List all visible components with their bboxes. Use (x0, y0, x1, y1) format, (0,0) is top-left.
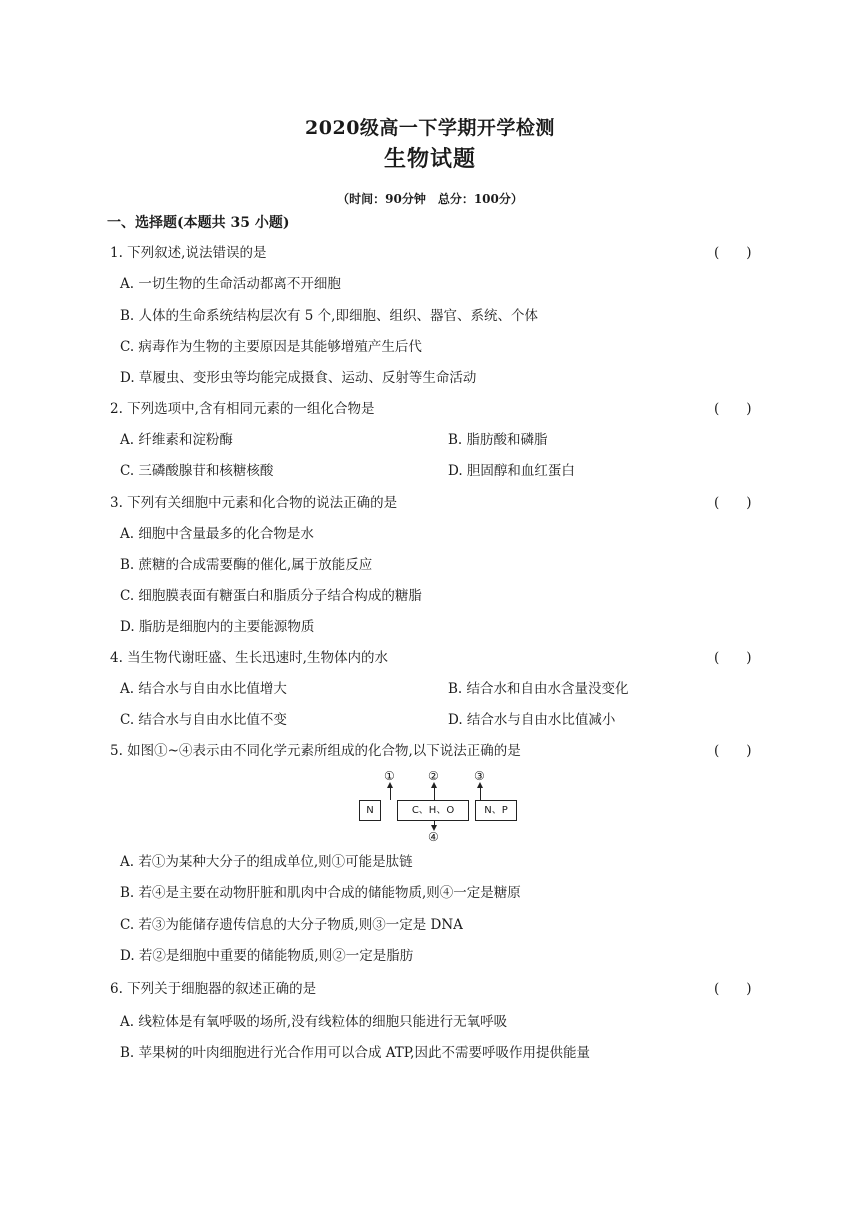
marker-4: ④ (428, 830, 439, 844)
q6-option-b: B. 苹果树的叶肉细胞进行光合作用可以合成 ATP,因此不需要呼吸作用提供能量 (120, 1045, 590, 1061)
q4-option-b: B. 结合水和自由水含量没变化 (448, 681, 629, 697)
q1-option-b: B. 人体的生命系统结构层次有 5 个,即细胞、组织、器官、系统、个体 (120, 308, 538, 324)
q2-option-a: A. 纤维素和淀粉酶 (120, 432, 233, 448)
section-heading: 一、选择题(本题共 35 小题) (107, 215, 290, 231)
element-box-n: N (359, 800, 381, 821)
answer-blank-1: ( ) (714, 245, 752, 261)
element-compound-diagram (355, 768, 525, 844)
element-box-np: N、P (475, 800, 517, 821)
q5-option-b: B. 若④是主要在动物肝脏和肌肉中合成的储能物质,则④一定是糖原 (120, 885, 521, 901)
question-6-stem: 6. 下列关于细胞器的叙述正确的是 (110, 981, 317, 997)
q4-option-a: A. 结合水与自由水比值增大 (120, 681, 287, 697)
q3-option-b: B. 蔗糖的合成需要酶的催化,属于放能反应 (120, 557, 373, 573)
exam-subject: 生物试题 (383, 146, 476, 172)
answer-blank-6: ( ) (714, 981, 752, 997)
answer-blank-4: ( ) (714, 650, 752, 666)
q1-option-d: D. 草履虫、变形虫等均能完成摄食、运动、反射等生命活动 (120, 370, 477, 386)
q1-option-c: C. 病毒作为生物的主要原因是其能够增殖产生后代 (120, 339, 422, 355)
q5-option-a: A. 若①为某种大分子的组成单位,则①可能是肽链 (120, 854, 413, 870)
element-box-cho: C、H、O (397, 800, 469, 821)
q1-option-a: A. 一切生物的生命活动都离不开细胞 (120, 276, 341, 292)
question-3-stem: 3. 下列有关细胞中元素和化合物的说法正确的是 (110, 495, 398, 511)
q2-option-d: D. 胆固醇和血红蛋白 (448, 463, 575, 479)
connector-3 (480, 788, 481, 800)
q2-option-b: B. 脂肪酸和磷脂 (448, 432, 548, 448)
marker-3: ③ (474, 769, 485, 783)
answer-blank-5: ( ) (714, 743, 752, 759)
q3-option-d: D. 脂肪是细胞内的主要能源物质 (120, 619, 315, 635)
question-5-stem: 5. 如图①~④表示由不同化学元素所组成的化合物,以下说法正确的是 (110, 743, 521, 759)
marker-1: ① (384, 769, 395, 783)
question-1-stem: 1. 下列叙述,说法错误的是 (110, 245, 267, 261)
answer-blank-2: ( ) (714, 401, 752, 417)
question-4-stem: 4. 当生物代谢旺盛、生长迅速时,生物体内的水 (110, 650, 388, 666)
q3-option-c: C. 细胞膜表面有糖蛋白和脂质分子结合构成的糖脂 (120, 588, 422, 604)
answer-blank-3: ( ) (714, 495, 752, 511)
q5-option-d: D. 若②是细胞中重要的储能物质,则②一定是脂肪 (120, 948, 414, 964)
connector-1 (390, 788, 391, 800)
q4-option-c: C. 结合水与自由水比值不变 (120, 712, 287, 728)
exam-meta: （时间：90分钟 总分：100分） (337, 192, 523, 206)
exam-title: 2020级高一下学期开学检测 (305, 117, 555, 139)
question-2-stem: 2. 下列选项中,含有相同元素的一组化合物是 (110, 401, 375, 417)
connector-2 (434, 788, 435, 800)
q2-option-c: C. 三磷酸腺苷和核糖核酸 (120, 463, 274, 479)
q6-option-a: A. 线粒体是有氧呼吸的场所,没有线粒体的细胞只能进行无氧呼吸 (120, 1014, 508, 1030)
q5-option-c: C. 若③为能储存遗传信息的大分子物质,则③一定是 DNA (120, 917, 463, 933)
marker-2: ② (428, 769, 439, 783)
q3-option-a: A. 细胞中含量最多的化合物是水 (120, 526, 314, 542)
q4-option-d: D. 结合水与自由水比值减小 (448, 712, 616, 728)
